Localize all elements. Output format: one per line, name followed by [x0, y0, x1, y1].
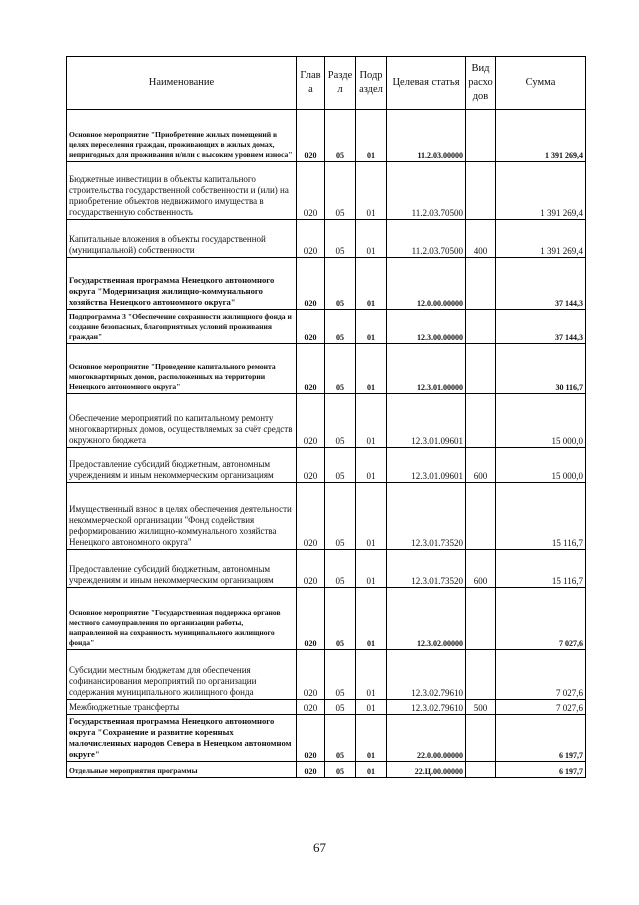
- row-glava: 020: [297, 550, 325, 588]
- row-razdel: 05: [325, 162, 356, 220]
- table-row: [67, 448, 586, 483]
- row-razdel: 05: [325, 588, 356, 650]
- row-razdel: 05: [325, 715, 356, 762]
- header-glava: Глав а: [297, 57, 325, 110]
- row-target: 11.2.03.00000: [387, 110, 466, 162]
- row-podrazdel: 01: [356, 220, 387, 258]
- row-sum: 1 391 269,4: [496, 220, 586, 258]
- row-podrazdel: 01: [356, 258, 387, 310]
- row-target: 12.3.02.79610: [387, 700, 466, 715]
- row-name: Основное мероприятие "Приобретение жилых помещений в целях переселения граждан, проживающих в жилых домах, непригодных для проживания и/или с высоким уровнем износа": [67, 110, 297, 162]
- table-header: [67, 57, 586, 110]
- row-glava: 020: [297, 588, 325, 650]
- row-target: 12.3.01.09601: [387, 448, 466, 483]
- row-vid: [466, 715, 496, 762]
- row-sum: 15 116,7: [496, 483, 586, 550]
- row-podrazdel: 01: [356, 762, 387, 778]
- row-podrazdel: 01: [356, 448, 387, 483]
- row-podrazdel: 01: [356, 715, 387, 762]
- row-sum: 7 027,6: [496, 588, 586, 650]
- row-vid: [466, 762, 496, 778]
- row-name: Основное мероприятие "Государственная поддержка органов местного самоуправления по организации работы, направленной на сохранность муниципального жилищного фонда": [67, 588, 297, 650]
- row-vid: [466, 650, 496, 700]
- row-podrazdel: 01: [356, 550, 387, 588]
- row-sum: 15 116,7: [496, 550, 586, 588]
- row-glava: 020: [297, 700, 325, 715]
- row-glava: 020: [297, 715, 325, 762]
- row-razdel: 05: [325, 550, 356, 588]
- row-sum: 6 197,7: [496, 715, 586, 762]
- row-razdel: 05: [325, 310, 356, 344]
- row-glava: 020: [297, 344, 325, 394]
- row-vid: [466, 588, 496, 650]
- row-glava: 020: [297, 310, 325, 344]
- row-name: Бюджетные инвестиции в объекты капитального строительства государственной собственности и (или) на приобретение объектов недвижимого имущества в государственную собственность: [67, 162, 297, 220]
- row-vid: 600: [466, 550, 496, 588]
- row-target: 12.3.01.00000: [387, 344, 466, 394]
- table-row: [67, 220, 586, 258]
- row-razdel: 05: [325, 220, 356, 258]
- row-name: Межбюджетные трансферты: [67, 700, 297, 715]
- row-podrazdel: 01: [356, 344, 387, 394]
- row-podrazdel: 01: [356, 650, 387, 700]
- table-row: [67, 650, 586, 700]
- row-target: 22.Ц.00.00000: [387, 762, 466, 778]
- budget-table: [66, 56, 586, 778]
- row-name: Обеспечение мероприятий по капитальному ремонту многоквартирных домов, осуществляемых за счёт средств окружного бюджета: [67, 394, 297, 448]
- row-target: 12.3.01.73520: [387, 483, 466, 550]
- row-razdel: 05: [325, 700, 356, 715]
- row-name: Государственная программа Ненецкого автономного округа "Сохранение и развитие коренных малочисленных народов Севера в Ненецком автономном округе": [67, 715, 297, 762]
- row-podrazdel: 01: [356, 700, 387, 715]
- row-glava: 020: [297, 110, 325, 162]
- row-vid: 400: [466, 220, 496, 258]
- row-name: Подпрограмма 3 "Обеспечение сохранности жилищного фонда и создание безопасных, благоприятных условий проживания граждан": [67, 310, 297, 344]
- row-sum: 7 027,6: [496, 650, 586, 700]
- table-row: [67, 762, 586, 778]
- row-vid: [466, 394, 496, 448]
- table-row: [67, 550, 586, 588]
- row-podrazdel: 01: [356, 483, 387, 550]
- header-sum: Сумма: [496, 57, 586, 110]
- row-razdel: 05: [325, 110, 356, 162]
- row-sum: 30 116,7: [496, 344, 586, 394]
- row-podrazdel: 01: [356, 110, 387, 162]
- row-target: 12.3.01.09601: [387, 394, 466, 448]
- row-sum: 7 027,6: [496, 700, 586, 715]
- header-name: Наименование: [67, 57, 297, 110]
- table-row: [67, 715, 586, 762]
- row-name: Предоставление субсидий бюджетным, автономным учреждениям и иным некоммерческим организациям: [67, 550, 297, 588]
- table-row: [67, 700, 586, 715]
- row-sum: 37 144,3: [496, 310, 586, 344]
- row-target: 12.3.02.00000: [387, 588, 466, 650]
- table-row: [67, 310, 586, 344]
- row-name: Государственная программа Ненецкого автономного округа "Модернизация жилищно-коммунального хозяйства Ненецкого автономного округа": [67, 258, 297, 310]
- row-razdel: 05: [325, 448, 356, 483]
- row-glava: 020: [297, 483, 325, 550]
- row-name: Отдельные мероприятия программы: [67, 762, 297, 778]
- row-name: Основное мероприятие "Проведение капитального ремонта многоквартирных домов, расположенных на территории Ненецкого автономного округа": [67, 344, 297, 394]
- row-glava: 020: [297, 650, 325, 700]
- row-podrazdel: 01: [356, 310, 387, 344]
- row-vid: [466, 483, 496, 550]
- row-name: Предоставление субсидий бюджетным, автономным учреждениям и иным некоммерческим организациям: [67, 448, 297, 483]
- table-row: [67, 344, 586, 394]
- table-row: [67, 394, 586, 448]
- row-sum: 1 391 269,4: [496, 110, 586, 162]
- row-name: Субсидии местным бюджетам для обеспечения софинансирования мероприятий по организации содержания муниципального жилищного фонда: [67, 650, 297, 700]
- row-razdel: 05: [325, 258, 356, 310]
- row-name: Капитальные вложения в объекты государственной (муниципальной) собственности: [67, 220, 297, 258]
- table-row: [67, 483, 586, 550]
- row-target: 12.3.01.73520: [387, 550, 466, 588]
- row-glava: 020: [297, 220, 325, 258]
- table-row: [67, 588, 586, 650]
- row-target: 12.3.02.79610: [387, 650, 466, 700]
- row-glava: 020: [297, 162, 325, 220]
- header-target: Целевая статья: [387, 57, 466, 110]
- row-vid: [466, 110, 496, 162]
- row-razdel: 05: [325, 483, 356, 550]
- row-sum: 37 144,3: [496, 258, 586, 310]
- table-row: [67, 258, 586, 310]
- row-sum: 1 391 269,4: [496, 162, 586, 220]
- row-vid: 600: [466, 448, 496, 483]
- row-target: 22.0.00.00000: [387, 715, 466, 762]
- row-podrazdel: 01: [356, 588, 387, 650]
- header-razdel: Разде л: [325, 57, 356, 110]
- row-sum: 6 197,7: [496, 762, 586, 778]
- row-podrazdel: 01: [356, 394, 387, 448]
- row-target: 11.2.03.70500: [387, 220, 466, 258]
- row-razdel: 05: [325, 650, 356, 700]
- row-target: 12.0.00.00000: [387, 258, 466, 310]
- row-sum: 15 000,0: [496, 394, 586, 448]
- header-podrazdel: Подр аздел: [356, 57, 387, 110]
- row-vid: [466, 344, 496, 394]
- row-vid: [466, 258, 496, 310]
- row-podrazdel: 01: [356, 162, 387, 220]
- row-vid: 500: [466, 700, 496, 715]
- row-name: Имущественный взнос в целях обеспечения деятельности некоммерческой организации "Фонд содействия реформированию жилищно-коммунального хозяйства Ненецкого автономного округа": [67, 483, 297, 550]
- row-razdel: 05: [325, 394, 356, 448]
- table-row: [67, 162, 586, 220]
- header-vid: Вид расхо дов: [466, 57, 496, 110]
- row-target: 12.3.00.00000: [387, 310, 466, 344]
- row-glava: 020: [297, 762, 325, 778]
- table-row: [67, 110, 586, 162]
- row-glava: 020: [297, 448, 325, 483]
- row-vid: [466, 310, 496, 344]
- page-number: 67: [313, 840, 326, 855]
- row-glava: 020: [297, 258, 325, 310]
- row-target: 11.2.03.70500: [387, 162, 466, 220]
- row-razdel: 05: [325, 762, 356, 778]
- row-sum: 15 000,0: [496, 448, 586, 483]
- row-vid: [466, 162, 496, 220]
- row-glava: 020: [297, 394, 325, 448]
- row-razdel: 05: [325, 344, 356, 394]
